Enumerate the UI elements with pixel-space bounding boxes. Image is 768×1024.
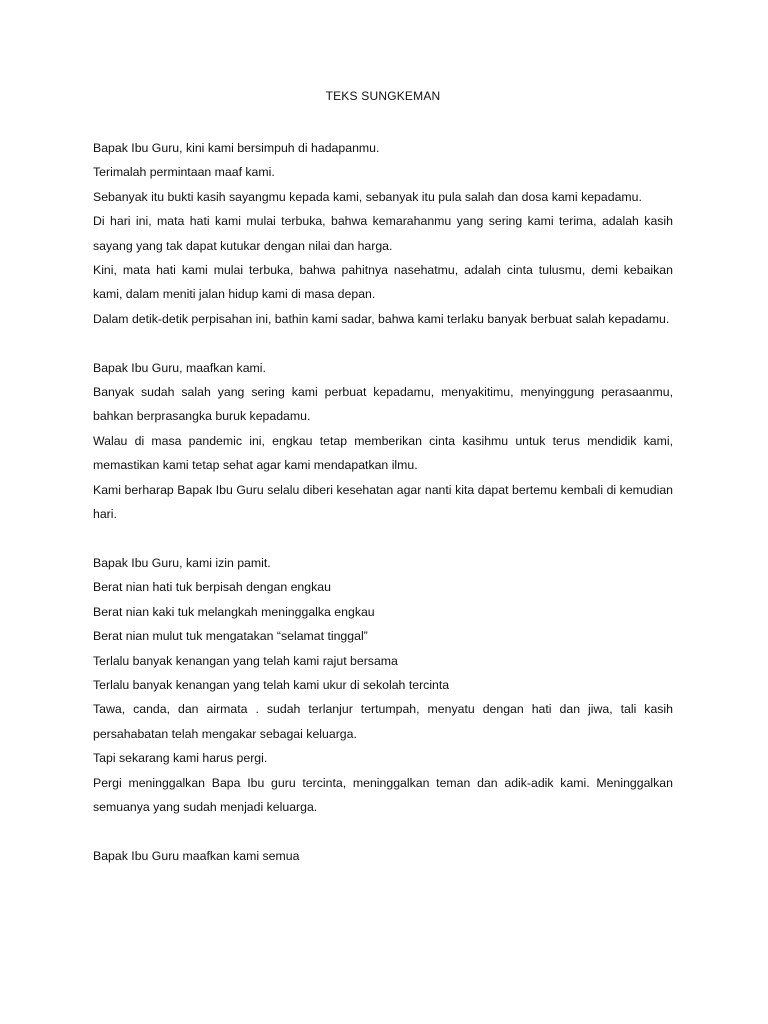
text-line: Bapak Ibu Guru, maafkan kami.: [93, 360, 266, 375]
text-line: Sebanyak itu bukti kasih sayangmu kepada kami, sebanyak itu pula salah dan dosa kami kepadamu.: [93, 189, 642, 204]
text-line: Bapak Ibu Guru maafkan kami semua: [93, 848, 300, 863]
text-line: Di hari ini, mata hati kami mulai terbuka, bahwa kemarahanmu yang sering kami terima, adalah kasih sayang yang tak dapat kutukar dengan nilai dan harga.: [93, 214, 673, 253]
text-line: Kini, mata hati kami mulai terbuka, bahwa pahitnya nasehatmu, adalah cinta tulusmu, demi kebaikan kami, dalam meniti jalan hidup kami di masa depan.: [93, 263, 673, 302]
text-line: Walau di masa pandemic ini, engkau tetap memberikan cinta kasihmu untuk terus mendidik kami, memastikan kami tetap sehat agar kami mendapatkan ilmu.: [93, 433, 673, 473]
paragraph-spacer: [93, 819, 673, 843]
text-line: Terimalah permintaan maaf kami.: [93, 165, 275, 180]
text-line: Terlalu banyak kenangan yang telah kami rajut bersama: [93, 653, 398, 668]
text-line: Pergi meninggalkan Bapa Ibu guru tercinta, meninggalkan teman dan adik-adik kami. Meninggalkan semuanya yang sudah menjadi keluarga.: [93, 775, 673, 814]
text-line: Dalam detik-detik perpisahan ini, bathin kami sadar, bahwa kami terlaku banyak berbuat salah kepadamu.: [93, 311, 670, 326]
text-line: Tawa, canda, dan airmata . sudah terlanjur tertumpah, menyatu dengan hati dan jiwa, tali kasih persahabatan telah mengakar sebagai keluarga.: [93, 702, 673, 741]
document-page: [93, 88, 673, 868]
paragraph-3: [93, 551, 673, 819]
paragraph-1: [93, 136, 673, 331]
paragraph-spacer: [93, 526, 673, 550]
text-line: Terlalu banyak kenangan yang telah kami ukur di sekolah tercinta: [93, 677, 450, 692]
text-line: Berat nian mulut tuk mengatakan “selamat tinggal”: [93, 629, 368, 644]
text-line: Kami berharap Bapak Ibu Guru selalu diberi kesehatan agar nanti kita dapat bertemu kembali di kemudian hari.: [93, 482, 673, 522]
paragraph-4: [93, 844, 673, 868]
text-line: Berat nian hati tuk berpisah dengan engkau: [93, 580, 331, 595]
paragraph-2: [93, 356, 673, 527]
paragraph-spacer: [93, 331, 673, 355]
text-line: Tapi sekarang kami harus pergi.: [93, 751, 268, 766]
text-line: Berat nian kaki tuk melangkah meninggalka engkau: [93, 604, 375, 619]
text-line: Banyak sudah salah yang sering kami perbuat kepadamu, menyakitimu, menyinggung perasaanmu, bahkan berprasangka buruk kepadamu.: [93, 385, 673, 424]
text-line: Bapak Ibu Guru, kami izin pamit.: [93, 555, 271, 570]
text-line: Bapak Ibu Guru, kini kami bersimpuh di hadapanmu.: [93, 141, 380, 155]
document-title: TEKS SUNGKEMAN: [325, 89, 441, 103]
